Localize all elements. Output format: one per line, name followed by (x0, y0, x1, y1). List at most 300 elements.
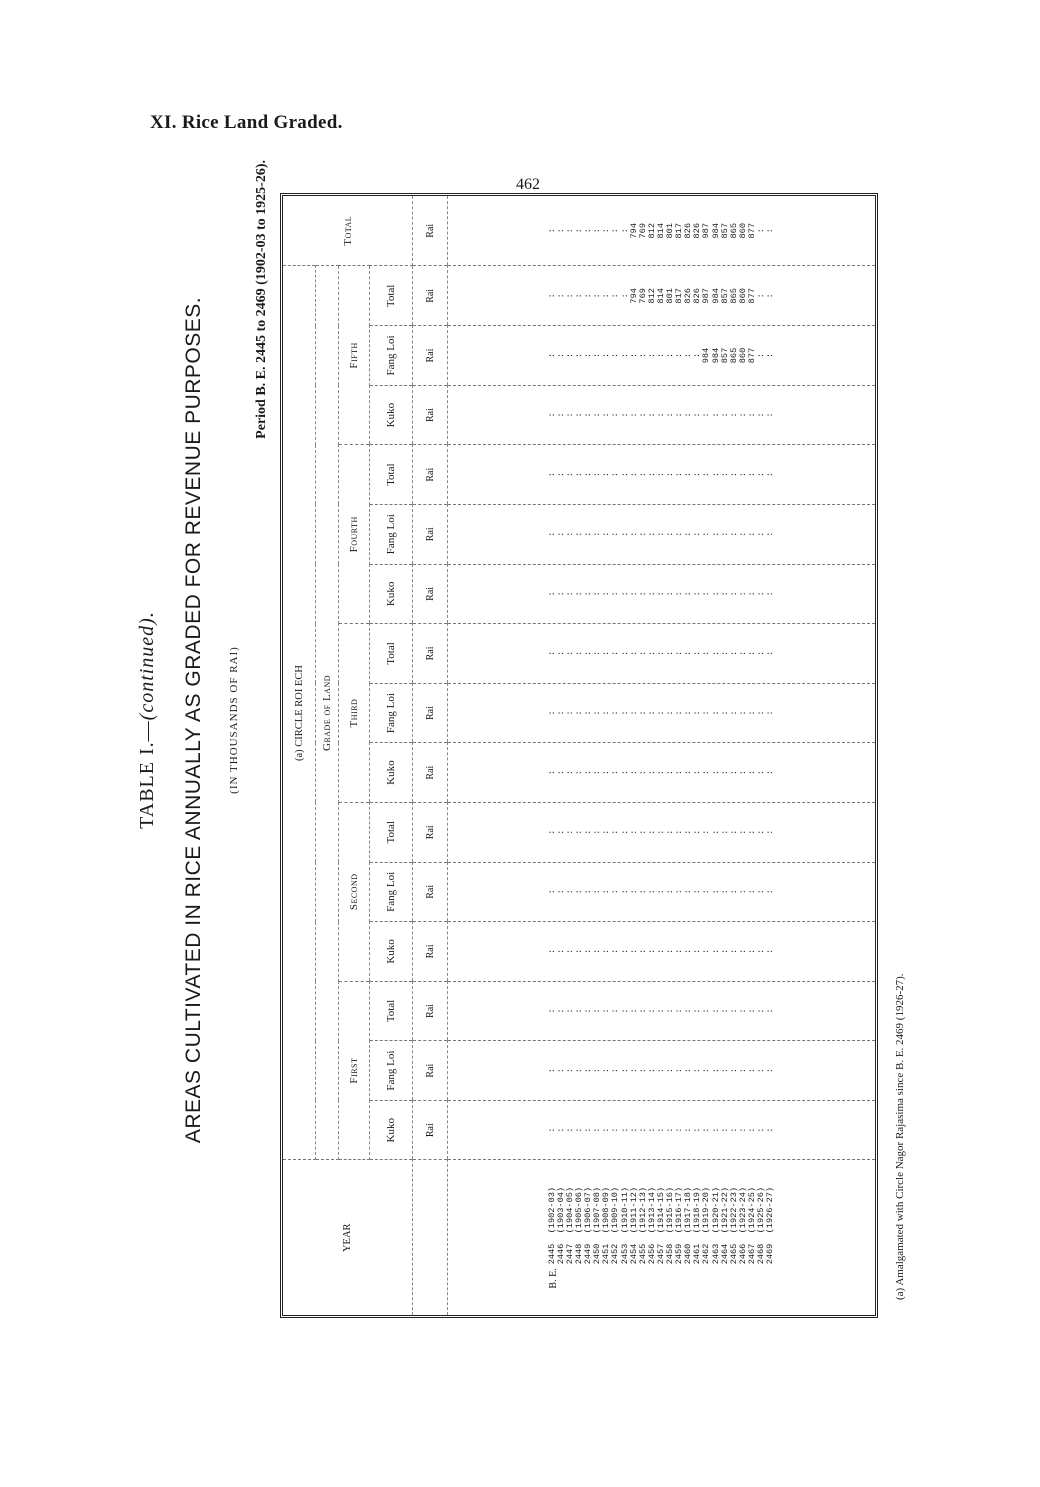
table-cell: : (710, 531, 721, 537)
table-cell: : (574, 1127, 585, 1133)
table-cell: : (628, 412, 639, 418)
table-cell: : (683, 1068, 694, 1074)
table-cell: : (592, 591, 603, 597)
table-cell: : (674, 1127, 685, 1133)
table-cell: : (737, 650, 748, 657)
unit-label: Rai (413, 802, 448, 862)
table-cell: : (737, 412, 748, 418)
col-first-kuko (448, 1100, 876, 1160)
table-cell: : (692, 412, 703, 418)
table-cell: : (628, 472, 639, 478)
table-cell: : (674, 472, 685, 478)
table-cell: : (546, 710, 557, 716)
table-cell: : (628, 889, 639, 895)
table-cell: : (565, 352, 576, 359)
table-cell: 814 (655, 288, 666, 304)
table-cell: : (574, 531, 585, 537)
table-cell: : (765, 472, 776, 478)
table-cell: : (755, 770, 766, 776)
table-cell: : (610, 293, 621, 299)
table-cell: : (565, 412, 576, 418)
table-cell: : (646, 948, 657, 955)
table-cell: : (701, 948, 712, 955)
table-cell: : (583, 352, 594, 359)
table-cell: : (565, 948, 576, 955)
table-cell: : (565, 770, 576, 776)
table-cell: : (583, 948, 594, 955)
subcol-header-kuko: Kuko (370, 922, 413, 982)
table-cell: : (565, 1127, 576, 1133)
table-cell: 812 (646, 288, 657, 304)
table-cell: : (574, 412, 585, 418)
table-cell: : (701, 710, 712, 716)
table-cell: : (746, 412, 757, 418)
table-cell: : (765, 650, 776, 657)
table-cell: : (601, 650, 612, 657)
table-cell: : (546, 472, 557, 478)
unit-label: Rai (413, 564, 448, 624)
rice-land-table (283, 196, 875, 1315)
table-cell: : (701, 889, 712, 895)
table-cell: : (555, 1068, 566, 1074)
table-cell: 860 (737, 288, 748, 304)
table-cell: : (583, 1068, 594, 1074)
table-cell: : (610, 948, 621, 955)
table-cell: : (583, 1127, 594, 1133)
unit-row-spacer (413, 1160, 448, 1315)
table-cell: : (601, 770, 612, 776)
table-cell: : (583, 472, 594, 478)
table-cell: : (710, 889, 721, 895)
table-cell: : (710, 948, 721, 955)
table-cell: : (619, 770, 630, 776)
col-fifth-fang-loi (448, 326, 876, 386)
table-cell: : (555, 948, 566, 955)
table-cell: : (637, 710, 648, 716)
table-cell: : (665, 531, 676, 537)
table-cell: : (746, 1127, 757, 1133)
table-cell: : (592, 889, 603, 895)
table-cell: : (683, 1127, 694, 1133)
table-cell: : (665, 472, 676, 478)
table-cell: : (728, 770, 739, 776)
table-cell: : (574, 889, 585, 895)
table-cell: : (701, 770, 712, 776)
table-cell: : (701, 829, 712, 835)
table-cell: : (574, 948, 585, 955)
table-cell: : (555, 710, 566, 716)
col-fifth-kuko (448, 385, 876, 445)
table-cell: : (674, 650, 685, 657)
table-cell: 801 (665, 223, 676, 239)
table-cell: : (546, 650, 557, 657)
table-cell: : (619, 889, 630, 895)
table-cell: : (546, 889, 557, 895)
col-grand-total (448, 196, 876, 266)
table-cell: : (592, 1068, 603, 1074)
table-cell: : (546, 352, 557, 359)
table-cell: : (719, 1127, 730, 1133)
table-cell: 801 (665, 288, 676, 304)
table-cell: : (710, 710, 721, 716)
subcol-header-total: Total (370, 445, 413, 505)
table-cell: : (655, 948, 666, 955)
table-cell: : (555, 1008, 566, 1014)
table-cell: : (619, 1068, 630, 1074)
table-cell: : (546, 1008, 557, 1014)
table-cell: : (574, 770, 585, 776)
grade-header-third: Third (339, 624, 370, 803)
table-cell: 860 (737, 223, 748, 239)
table-cell: : (674, 889, 685, 895)
table-cell: : (755, 293, 766, 299)
table-cell: : (665, 948, 676, 955)
table-cell: : (655, 889, 666, 895)
table-cell: : (619, 228, 630, 234)
table-cell: : (601, 1127, 612, 1133)
table-cell: : (765, 531, 776, 537)
table-cell: : (746, 591, 757, 597)
table-cell: : (601, 1068, 612, 1074)
unit-label: Rai (413, 981, 448, 1041)
table-cell: : (628, 650, 639, 657)
table-cell: : (665, 770, 676, 776)
table-cell: : (646, 472, 657, 478)
table-cell: : (565, 591, 576, 597)
table-cell: : (765, 1068, 776, 1074)
col-third-kuko (448, 743, 876, 803)
table-cell: : (574, 710, 585, 716)
unit-label: Rai (413, 922, 448, 982)
table-cell: : (755, 829, 766, 835)
table-cell: : (719, 948, 730, 955)
table-cell: : (674, 591, 685, 597)
table-cell: : (692, 829, 703, 835)
table-cell: : (619, 531, 630, 537)
table-cell: : (665, 650, 676, 657)
table-cell: : (737, 710, 748, 716)
table-cell: 984 (710, 223, 721, 239)
table-cell: : (746, 472, 757, 478)
table-cell: : (646, 889, 657, 895)
table-cell: : (619, 650, 630, 657)
table-cell: : (701, 591, 712, 597)
table-cell: : (646, 352, 657, 359)
table-cell: 865 (728, 288, 739, 304)
table-cell: : (683, 1008, 694, 1014)
table-cell: : (728, 531, 739, 537)
col-first-total (448, 981, 876, 1041)
table-cell: : (628, 829, 639, 835)
table-cell: : (665, 352, 676, 359)
subcol-header-fang-loi: Fang Loi (370, 504, 413, 564)
unit-label: Rai (413, 683, 448, 743)
table-title-suffix: (continued). (136, 611, 158, 721)
table-cell: : (655, 770, 666, 776)
table-cell: : (755, 412, 766, 418)
table-cell: : (610, 829, 621, 835)
table-cell: : (601, 412, 612, 418)
table-cell: : (719, 770, 730, 776)
table-cell: : (565, 228, 576, 234)
table-cell: : (610, 650, 621, 657)
table-cell: : (646, 412, 657, 418)
table-cell: : (546, 1068, 557, 1074)
subcol-header-kuko: Kuko (370, 385, 413, 445)
table-cell: : (610, 1008, 621, 1014)
table-cell: : (592, 650, 603, 657)
table-cell: 865 (728, 347, 739, 364)
grade-header-fifth: Fifth (339, 266, 370, 445)
table-cell: : (746, 889, 757, 895)
table-cell: : (737, 889, 748, 895)
table-cell: : (728, 650, 739, 657)
table-cell: 794 (628, 288, 639, 304)
table-cell: : (610, 531, 621, 537)
table-cell: : (728, 1127, 739, 1133)
table-cell: : (692, 352, 703, 359)
table-cell: : (692, 1068, 703, 1074)
table-cell: : (619, 948, 630, 955)
table-cell: : (637, 1068, 648, 1074)
table-cell: : (683, 948, 694, 955)
table-cell: : (765, 1127, 776, 1133)
table-cell: : (565, 829, 576, 835)
table-cell: : (765, 228, 776, 234)
table-cell: 857 (719, 288, 730, 304)
table-cell: 877 (746, 288, 757, 304)
table-cell: : (574, 591, 585, 597)
table-cell: : (665, 1008, 676, 1014)
table-cell: 769 (637, 223, 648, 239)
table-cell: : (683, 472, 694, 478)
table-cell: : (619, 472, 630, 478)
table-cell: : (710, 829, 721, 835)
subcol-header-kuko: Kuko (370, 1100, 413, 1160)
table-cell: : (737, 1127, 748, 1133)
col-second-fang-loi (448, 862, 876, 922)
table-cell: 865 (728, 223, 739, 239)
table-cell: : (555, 1127, 566, 1133)
table-cell: : (746, 1008, 757, 1014)
table-cell: : (592, 293, 603, 299)
table-cell: : (765, 352, 776, 359)
table-cell: : (755, 710, 766, 716)
table-cell: : (601, 293, 612, 299)
table-cell: : (701, 650, 712, 657)
table-cell: : (674, 1008, 685, 1014)
table-cell: : (655, 710, 666, 716)
table-cell: : (701, 531, 712, 537)
table-cell: : (755, 1008, 766, 1014)
table-cell: : (546, 1127, 557, 1133)
table-cell: : (692, 948, 703, 955)
table-period: Period B. E. 2445 to 2469 (1902-03 to 1925-26). (254, 160, 269, 439)
table-cell: : (610, 412, 621, 418)
table-cell: : (683, 889, 694, 895)
table-frame (280, 193, 878, 1318)
table-cell: 826 (683, 223, 694, 239)
table-cell: : (701, 1008, 712, 1014)
col-fourth-total (448, 445, 876, 505)
table-cell: : (565, 531, 576, 537)
table-cell: : (592, 472, 603, 478)
unit-label: Rai (413, 326, 448, 386)
col-first-fang-loi (448, 1041, 876, 1101)
table-cell: : (628, 531, 639, 537)
table-cell: : (746, 1068, 757, 1074)
section-heading: XI. Rice Land Graded. (150, 112, 343, 133)
table-cell: : (555, 412, 566, 418)
be-label: B. E. (547, 1268, 559, 1289)
table-cell: : (692, 650, 703, 657)
unit-label: Rai (413, 266, 448, 326)
table-cell: : (665, 710, 676, 716)
table-cell: 794 (628, 223, 639, 239)
table-cell: : (746, 710, 757, 716)
table-cell: 984 (710, 347, 721, 364)
table-cell: : (592, 228, 603, 234)
table-cell: : (710, 1008, 721, 1014)
table-cell: : (610, 710, 621, 716)
table-cell: : (555, 531, 566, 537)
table-cell: 826 (683, 288, 694, 304)
table-cell: : (728, 412, 739, 418)
table-cell: : (555, 650, 566, 657)
table-cell: : (619, 1127, 630, 1133)
table-title (136, 100, 159, 1340)
table-cell: : (674, 531, 685, 537)
table-cell: 877 (746, 223, 757, 239)
table-cell: : (646, 650, 657, 657)
table-cell: : (683, 412, 694, 418)
table-cell: : (619, 829, 630, 835)
table-cell: : (710, 650, 721, 657)
table-cell: : (592, 770, 603, 776)
table-cell: : (728, 591, 739, 597)
table-cell: : (755, 948, 766, 955)
table-cell: : (546, 591, 557, 597)
table-cell: : (755, 1068, 766, 1074)
table-cell: : (610, 889, 621, 895)
subcol-header-fang-loi: Fang Loi (370, 862, 413, 922)
table-cell: : (655, 1068, 666, 1074)
table-cell: : (646, 591, 657, 597)
table-cell: : (565, 710, 576, 716)
table-cell: : (737, 531, 748, 537)
table-cell: : (637, 352, 648, 359)
table-cell: : (701, 1068, 712, 1074)
table-cell: : (683, 710, 694, 716)
table-cell: : (665, 1127, 676, 1133)
table-cell: : (746, 531, 757, 537)
table-cell: : (555, 472, 566, 478)
table-cell: : (710, 591, 721, 597)
table-cell: : (655, 412, 666, 418)
table-cell: : (583, 293, 594, 299)
table-cell: : (755, 1127, 766, 1133)
table-cell: : (583, 710, 594, 716)
table-cell: : (683, 770, 694, 776)
table-cell: : (719, 591, 730, 597)
unit-label: Rai (413, 196, 448, 266)
table-cell: : (619, 591, 630, 597)
page-number: 462 (516, 176, 540, 193)
rotated-table-page (110, 100, 950, 1340)
table-cell: : (574, 1008, 585, 1014)
table-cell: : (555, 770, 566, 776)
table-cell: 812 (646, 223, 657, 239)
table-cell: : (755, 472, 766, 478)
table-cell: : (646, 829, 657, 835)
table-cell: : (655, 1008, 666, 1014)
col-second-kuko (448, 922, 876, 982)
table-cell: : (646, 1008, 657, 1014)
table-cell: 857 (719, 347, 730, 364)
table-cell: : (665, 1068, 676, 1074)
table-cell: : (755, 531, 766, 537)
table-cell: : (728, 889, 739, 895)
table-cell: : (701, 412, 712, 418)
table-cell: : (719, 710, 730, 716)
table-cell: : (655, 531, 666, 537)
table-cell: : (574, 472, 585, 478)
table-cell: : (728, 1008, 739, 1014)
table-cell: : (710, 1127, 721, 1133)
table-cell: 984 (701, 347, 712, 364)
table-cell: : (710, 472, 721, 478)
unit-label: Rai (413, 1100, 448, 1160)
table-cell: : (683, 591, 694, 597)
table-cell: : (719, 829, 730, 835)
table-cell: : (610, 1127, 621, 1133)
grade-of-land-header: Grade of Land (316, 266, 339, 1160)
table-cell: : (665, 889, 676, 895)
unit-label: Rai (413, 624, 448, 684)
table-cell: : (555, 889, 566, 895)
table-cell: : (755, 591, 766, 597)
table-cell: : (737, 948, 748, 955)
subcol-header-kuko: Kuko (370, 743, 413, 803)
table-cell: : (601, 591, 612, 597)
table-cell: : (765, 770, 776, 776)
table-cell: : (592, 352, 603, 359)
table-cell: 814 (655, 223, 666, 239)
table-cell: : (601, 472, 612, 478)
table-cell: : (692, 770, 703, 776)
unit-label: Rai (413, 445, 448, 505)
table-cell: : (574, 829, 585, 835)
table-cell: : (628, 1127, 639, 1133)
table-cell: : (692, 1127, 703, 1133)
year-column (448, 1160, 876, 1315)
table-cell: : (610, 352, 621, 359)
table-cell: : (765, 1008, 776, 1014)
table-cell: : (601, 948, 612, 955)
table-cell: : (610, 1068, 621, 1074)
table-cell: : (665, 591, 676, 597)
table-cell: : (546, 948, 557, 955)
table-units: (IN THOUSANDS OF RAI) (228, 646, 240, 794)
unit-label: Rai (413, 1041, 448, 1101)
table-cell: : (692, 1008, 703, 1014)
table-cell: : (637, 829, 648, 835)
table-cell: : (601, 352, 612, 359)
table-cell: : (628, 352, 639, 359)
subcol-header-fang-loi: Fang Loi (370, 326, 413, 386)
table-cell: : (565, 293, 576, 299)
subcol-header-total: Total (370, 802, 413, 862)
